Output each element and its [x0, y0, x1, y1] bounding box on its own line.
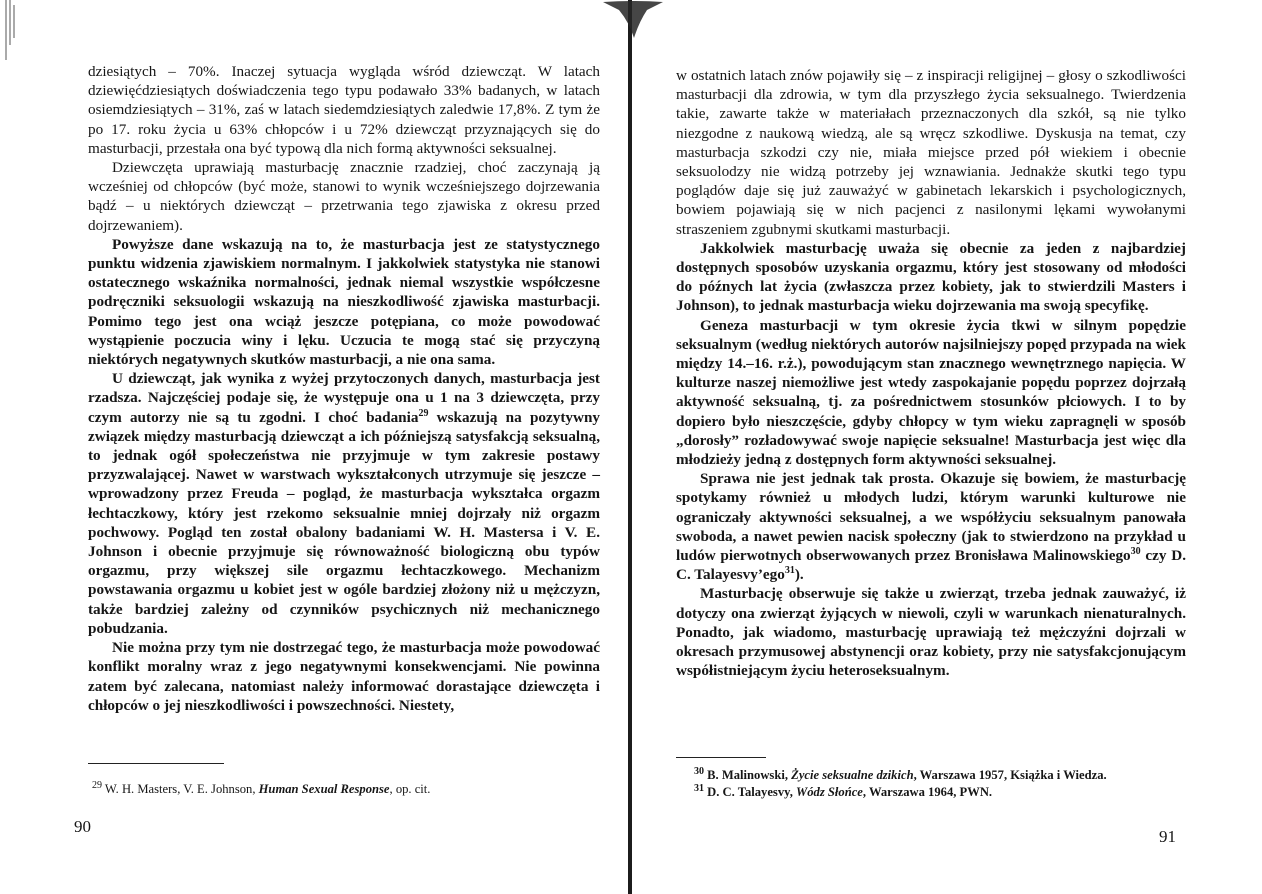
footnote-title: Human Sexual Response	[258, 782, 390, 796]
paragraph: Powyższe dane wskazują na to, że masturbacja jest ze statystycznego punktu widzenia zjawiskiem normalnym. I jakkolwiek statystyka nie stanowi ostatecznego wskaźnika normalności, jednak niemal wszystkie współczesne podręczniki seksuologii wskazują na nieszkodliwość zjawiska masturbacji. Pomimo tego jest ona wciąż jeszcze potępiana, co może powodować wystąpienie poczucia winy i lęku. Uczucia te mogą stać się przyczyną niektórych negatywnych skutków masturbacji, a nie ona sama.	[88, 235, 600, 369]
footnote	[694, 767, 1194, 784]
right-text-column	[676, 66, 1186, 681]
footnote-title: Życie seksualne dzikich	[791, 768, 914, 782]
footnote	[92, 781, 592, 798]
footnote-authors: D. C. Talayesvy,	[707, 785, 793, 799]
paragraph-text: wskazują na pozytywny związek między masturbacją dziewcząt a ich późniejszą satysfakcją seksualną, to jednak ogół społeczeństwa nie przyjmuje w tym zakresie postawy przyzwalającej. Nawet w warstwach wykształconych utrzymuje się jeszcze – wprowadzony przez Freuda – pogląd, że masturbacja wykształca orgazm łechtaczkowy, który jest rzekomo seksualnie mniej dojrzały niż orgazm pochwowy. Pogląd ten został obalony badaniami W. H. Mastersa i V. E. Johnson i obecnie przyjmuje się równoważność biologiczną obu typów orgazmu, przy większej sile orgazmu łechtaczkowego. Mechanizm powstawania orgazmu u kobiet jest w ogóle bardziej złożony niż u mężczyzn, także bardziej zależny od czynników psychicznych niż mechanicznego pobudzania.	[88, 408, 600, 637]
book-spine	[628, 0, 632, 894]
left-text-column	[88, 62, 600, 715]
paragraph-text: Sprawa nie jest jednak tak prosta. Okazuje się bowiem, że masturbację spotykamy również u młodych ludzi, którym warunki kulturowe nie ograniczały aktywności seksualnej, a we współżyciu seksualnym panowała swoboda, a nawet pewien nacisk społeczny (jak to stwierdzono na przykład u ludów pierwotnych obserwowanych przez Bronisława Malinowskiego	[676, 470, 1186, 565]
footnote-rest: , op. cit.	[389, 782, 431, 796]
page-number: 91	[1159, 827, 1176, 846]
page-edge-marks	[2, 0, 22, 70]
paragraph: Masturbację obserwuje się także u zwierząt, trzeba jednak zauważyć, iż dotyczy ona zwierząt żyjących w niewoli, czyli w warunkach nienaturalnych. Ponadto, jak wiadomo, masturbację uprawiają też mężczyźni dojrzali w okresach przymusowej abstynencji oraz kobiety, przy nie satysfakcjonującym współistniejącym życiu heteroseksualnym.	[676, 585, 1186, 680]
paragraph-text: U dziewcząt, jak wynika z wyżej przytoczonych danych, masturbacja jest rzadsza. Najczęściej podaje się, że występuje ona u 1 na 3 dziewczęta, przy czym autorzy nie są tu zgodni. I choć badania	[88, 370, 600, 426]
paragraph-text: czy D. C. Talayesvy’ego	[676, 547, 1187, 584]
footnote-number: 29	[92, 779, 102, 791]
right-page	[634, 0, 1262, 894]
paragraph: Dziewczęta uprawiają masturbację znacznie rzadziej, choć zaczynają ją wcześniej od chłopców (być może, stanowi to wynik wcześniejszego dojrzewania bądź – u niektórych dziewcząt – przetrwania tego zjawiska z okresu przed dojrzewaniem).	[88, 159, 600, 234]
footnote-title: Wódz Słońce	[796, 785, 863, 799]
left-page	[0, 0, 628, 894]
footnote-authors: W. H. Masters, V. E. Johnson,	[104, 782, 256, 796]
footnote-ref: 31	[784, 565, 795, 577]
footnote-rest: , Warszawa 1957, Książka i Wiedza.	[913, 768, 1107, 782]
footnote-divider	[676, 757, 766, 758]
footnote-number: 31	[694, 782, 704, 794]
paragraph: Jakkolwiek masturbację uważa się obecnie za jeden z najbardziej dostępnych sposobów uzyskania orgazmu, który jest stosowany od młodości do późnych lat życia (zwłaszcza przez kobiety, jak to stwierdzili Masters i Johnson), to jednak masturbacja wieku dojrzewania ma swoją specyfikę.	[676, 239, 1186, 315]
footnote	[694, 784, 1194, 801]
footnote-rest: , Warszawa 1964, PWN.	[862, 785, 993, 799]
paragraph-text: ).	[794, 566, 804, 584]
footnote-authors: B. Malinowski,	[707, 768, 788, 782]
paragraph	[676, 469, 1186, 584]
footnote-ref: 29	[418, 407, 429, 419]
footnote-divider	[88, 763, 224, 764]
footnote-number: 30	[694, 765, 704, 777]
paragraph: dziesiątych – 70%. Inaczej sytuacja wygląda wśród dziewcząt. W latach dziewięćdziesiątych doświadczenia tego typu podawało 33% badanych, w latach osiemdziesiątych – 31%, zaś w latach siedemdziesiątych zaledwie 17,8%. Z tym że po 17. roku życia u 63% chłopców i u 72% dziewcząt przyznających się do masturbacji, przestała ona być typową dla nich formą aktywności seksualnej.	[88, 63, 600, 157]
paragraph	[88, 369, 600, 638]
page-number: 90	[74, 817, 91, 836]
paragraph: w ostatnich latach znów pojawiły się – z inspiracji religijnej – głosy o szkodliwości masturbacji dla zdrowia, w tym dla przyszłego życia seksualnego. Twierdzenia takie, zawarte także w materiałach przeznaczonych dla szkół, są nie tylko niezgodne z naukową wiedzą, ale są wręcz szkodliwe. Dyskusja na temat, czy masturbacja szkodzi czy nie, miała miejsce przed pół wiekiem i obecnie seksuolodzy nie widzą potrzeby jej wznawiania. Jednakże skutki tego typu poglądów daje się już zauważyć w gabinetach lekarskich i psychologicznych, bowiem pojawiają się w nich pacjenci z nasilonymi lękami wywołanymi straszeniem zgubnymi skutkami masturbacji.	[676, 67, 1186, 238]
footnote-ref: 30	[1130, 546, 1141, 558]
paragraph: Geneza masturbacji w tym okresie życia tkwi w silnym popędzie seksualnym (według niektórych autorów najsilniejszy popęd przypada na wiek między 14.–16. r.ż.), powodującym stan znacznego wewnętrznego napięcia. W kulturze naszej niemożliwe jest wtedy zaspokajanie popędu poprzez dojrzałą aktywność seksualną, tj. za pośrednictwem stosunków płciowych. I to by dopiero było nieszczęście, gdyby chłopcy w tym wieku zapragnęli w sposób „dorosły” rozładowywać swoje napięcie seksualne! Masturbacja jest więc dla młodzieży jedną z dostępnych form aktywności seksualnej.	[676, 316, 1186, 469]
paragraph: Nie można przy tym nie dostrzegać tego, że masturbacja może powodować konflikt moralny wraz z jego negatywnymi konsekwencjami. Nie powinna zatem być zalecana, natomiast należy informować dorastające dziewczęta i chłopców o jej nieszkodliwości i powszechności. Niestety,	[88, 639, 600, 714]
footnotes	[694, 767, 1194, 801]
